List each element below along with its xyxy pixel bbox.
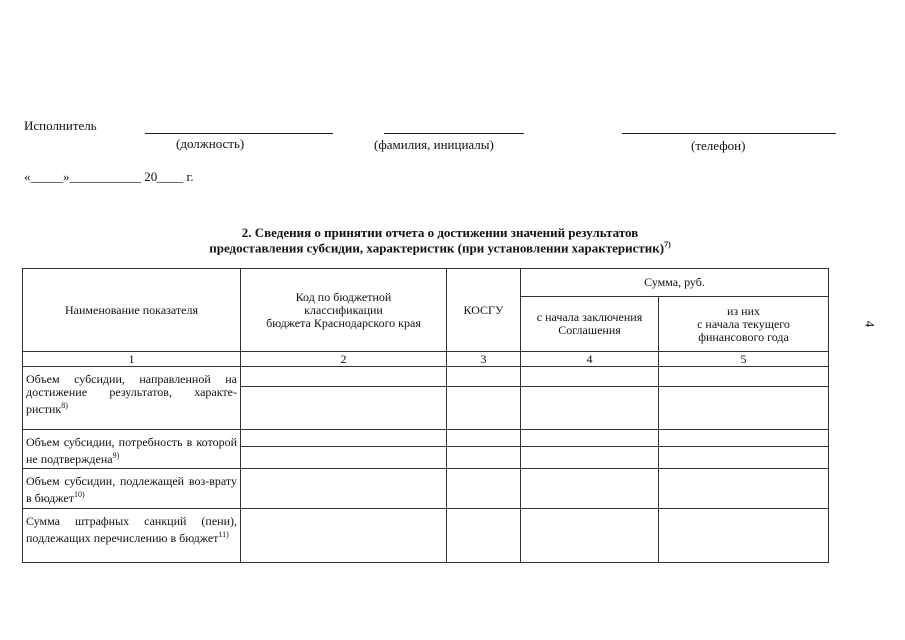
table-cell xyxy=(659,469,829,509)
table-cell xyxy=(241,430,447,447)
header-of-them xyxy=(659,297,829,352)
row-name-text: Объем субсидии, потребность в которой не подтверждена xyxy=(26,435,237,466)
table-cell xyxy=(521,469,659,509)
table-cell xyxy=(447,387,521,430)
table-cell xyxy=(659,509,829,563)
column-number: 3 xyxy=(447,352,521,367)
header-since-start-line2: Соглашения xyxy=(558,323,621,337)
table-cell xyxy=(447,447,521,469)
name-line xyxy=(384,133,524,134)
executor-label: Исполнитель xyxy=(24,118,97,133)
table-cell xyxy=(241,509,447,563)
column-number: 4 xyxy=(521,352,659,367)
header-since-start-line1: с начала заключения xyxy=(536,310,643,324)
header-code-line2: классификации xyxy=(304,302,383,317)
table-cell xyxy=(447,509,521,563)
position-caption: (должность) xyxy=(176,136,245,151)
table-cell xyxy=(241,447,447,469)
header-kosgu: КОСГУ xyxy=(447,269,521,352)
table-row-name xyxy=(23,367,241,430)
table-cell xyxy=(241,387,447,430)
row-footnote: 11) xyxy=(218,530,229,539)
section-title-text: предоставления субсидии, характеристик (при установлении характеристик) xyxy=(209,240,665,256)
table-cell xyxy=(521,387,659,430)
name-caption: (фамилия, инициалы) xyxy=(374,137,494,152)
date-line: «_____»___________ 20____ г. xyxy=(24,169,194,184)
header-of-them-line1: из них xyxy=(726,303,760,318)
table-cell xyxy=(447,469,521,509)
column-number: 1 xyxy=(23,352,241,367)
table-cell xyxy=(447,367,521,387)
section-title-line1: 2. Сведения о принятии отчета о достижении значений результатов xyxy=(241,225,639,240)
header-of-them-line2: с начала текущего xyxy=(697,316,790,331)
row-footnote: 8) xyxy=(61,401,68,410)
table-cell xyxy=(241,469,447,509)
table-cell xyxy=(659,430,829,447)
table-row-name xyxy=(23,469,241,509)
table-cell xyxy=(521,367,659,387)
page-number: 4 xyxy=(862,320,878,328)
section-title-footnote: 7) xyxy=(664,240,671,249)
table-cell xyxy=(521,509,659,563)
header-of-them-line3: финансового года xyxy=(698,329,789,344)
report-table xyxy=(22,268,829,563)
table-cell xyxy=(447,430,521,447)
section-title-line2 xyxy=(100,240,780,256)
table-row-name xyxy=(23,509,241,563)
header-since-start xyxy=(521,297,659,352)
table-cell xyxy=(521,430,659,447)
header-code-line3: бюджета Краснодарского края xyxy=(266,315,421,330)
table-cell xyxy=(659,387,829,430)
column-number: 2 xyxy=(241,352,447,367)
table-row-name xyxy=(23,430,241,469)
row-footnote: 10) xyxy=(73,490,85,499)
phone-line xyxy=(622,133,836,134)
table-cell xyxy=(241,367,447,387)
phone-caption: (телефон) xyxy=(691,138,746,153)
table-cell xyxy=(659,447,829,469)
row-name-text: Объем субсидии, подлежащей воз-врату в бюджет xyxy=(26,474,237,505)
row-name-text: Объем субсидии, направленной на достижение результатов, характе-ристик xyxy=(26,372,237,416)
table-cell xyxy=(521,447,659,469)
header-sum: Сумма, руб. xyxy=(521,269,829,297)
position-line xyxy=(145,133,333,134)
column-number: 5 xyxy=(659,352,829,367)
row-name-text: Сумма штрафных санкций (пени), подлежащих перечислению в бюджет xyxy=(26,514,237,545)
row-footnote: 9) xyxy=(112,451,120,460)
table-cell xyxy=(659,367,829,387)
header-name: Наименование показателя xyxy=(23,269,241,352)
header-code xyxy=(241,269,447,352)
header-code-line1: Код по бюджетной xyxy=(295,289,392,304)
